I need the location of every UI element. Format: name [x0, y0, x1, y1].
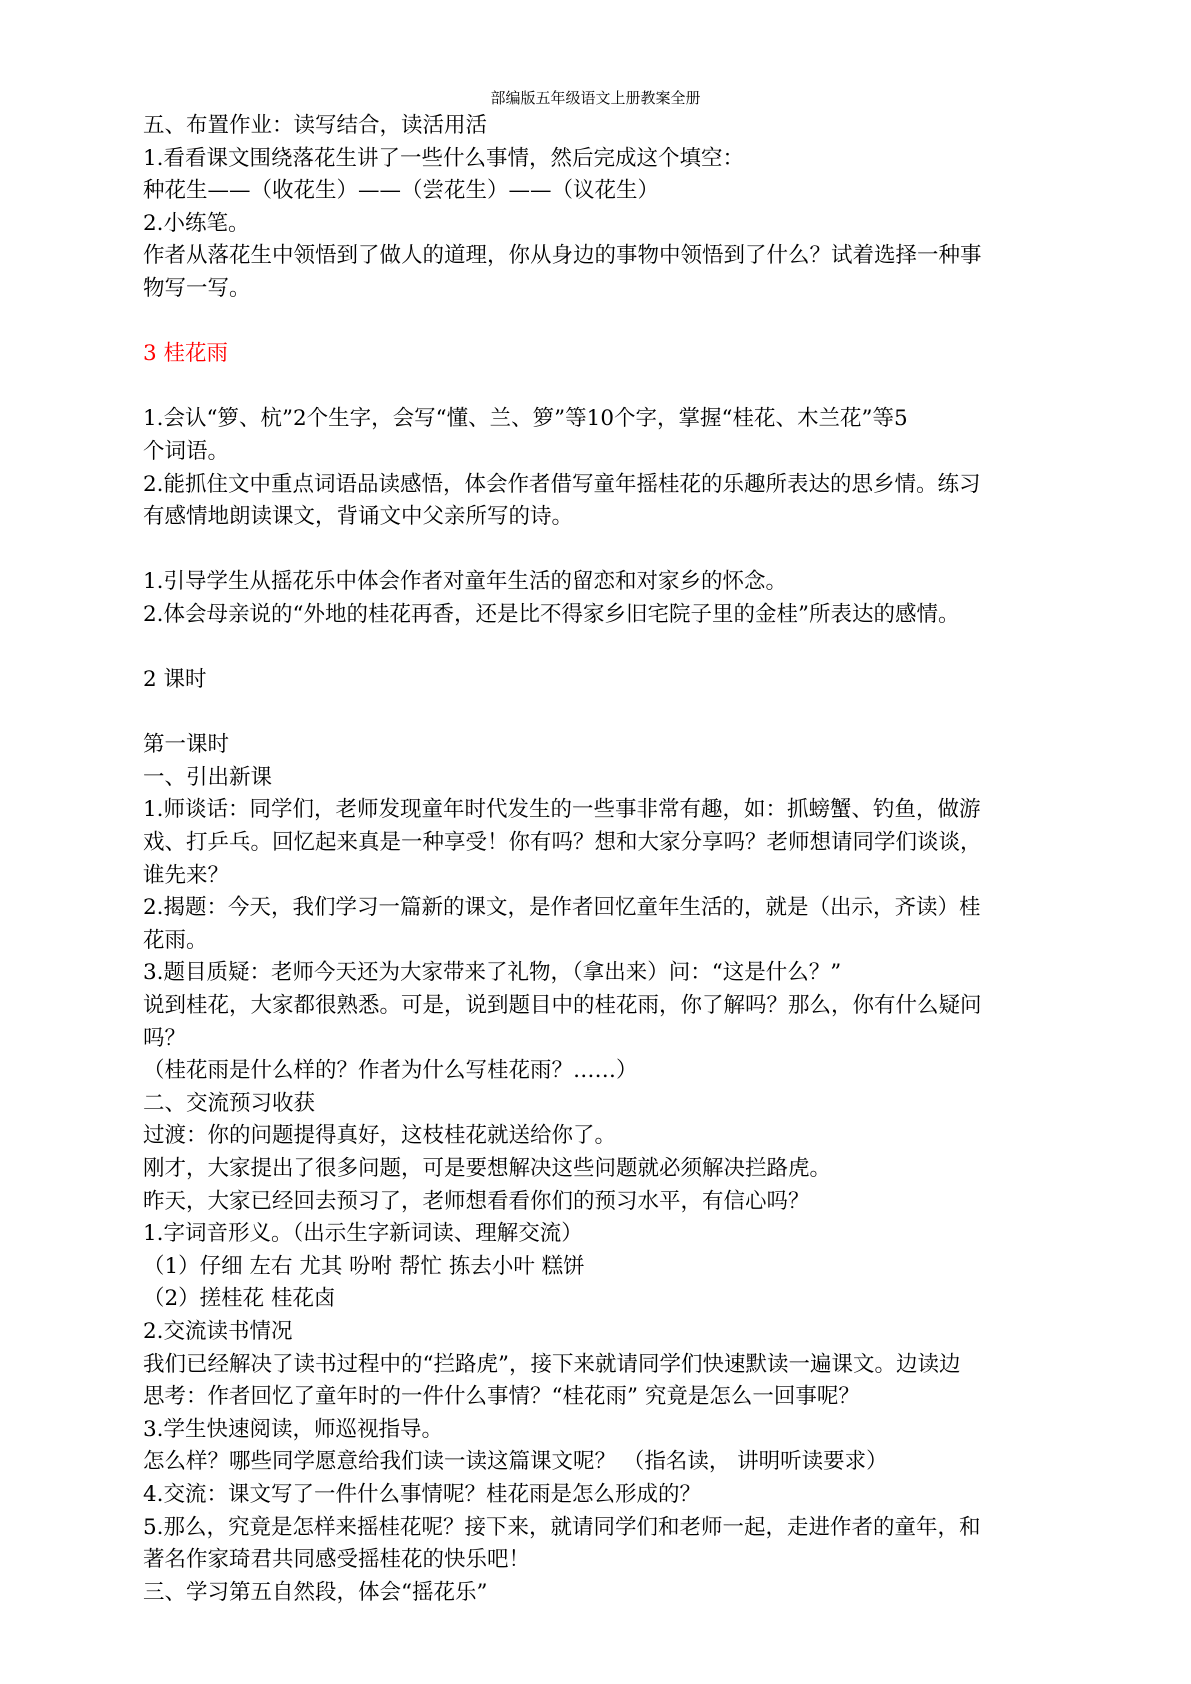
text-line: 个词语。	[143, 438, 230, 464]
text-line: 物写一写。	[143, 275, 251, 301]
document-body	[143, 110, 1083, 1609]
blank-line	[143, 306, 1083, 339]
text-line: 3.学生快速阅读，师巡视指导。	[143, 1416, 444, 1442]
blank-line	[143, 371, 1083, 404]
text-line: （2）搓桂花 桂花卤	[143, 1286, 336, 1312]
text-line: 我们已经解决了读书过程中的“拦路虎”，接下来就请同学们快速默读一遍课文。边读边	[143, 1351, 961, 1377]
text-line: 1.会认“箩、杭”2个生字，会写“懂、兰、箩”等10个字，掌握“桂花、木兰花”等5	[143, 406, 908, 432]
text-line: 1.看看课文围绕落花生讲了一些什么事情，然后完成这个填空：	[143, 145, 745, 171]
page-header: 部编版五年级语文上册教案全册	[490, 89, 701, 107]
text-line: 2.揭题：今天，我们学习一篇新的课文，是作者回忆童年生活的，就是（出示，齐读）桂	[143, 895, 981, 921]
text-line: 5.那么，究竟是怎样来摇桂花呢？接下来，就请同学们和老师一起，走进作者的童年，和	[143, 1514, 981, 1540]
text-line: 刚才，大家提出了很多问题，可是要想解决这些问题就必须解决拦路虎。	[143, 1156, 832, 1181]
text-line: 五、布置作业：读写结合，读活用活	[143, 113, 488, 138]
text-line: 著名作家琦君共同感受摇桂花的快乐吧！	[143, 1547, 531, 1573]
text-line: 2.小练笔。	[143, 210, 250, 236]
blank-line	[143, 697, 1083, 730]
text-line: 二、交流预习收获	[143, 1090, 316, 1116]
text-line: 怎么样？哪些同学愿意给我们读一读这篇课文呢？ （指名读， 讲明听读要求）	[143, 1449, 888, 1475]
text-line: 2 课时	[143, 667, 207, 693]
text-line: （1）仔细 左右 尤其 吩咐 帮忙 拣去小叶 糕饼	[143, 1253, 585, 1279]
text-line: 三、学习第五自然段，体会“摇花乐”	[143, 1579, 488, 1605]
text-line: 2.体会母亲说的“外地的桂花再香，还是比不得家乡旧宅院子里的金桂”所表达的感情。	[143, 601, 960, 627]
text-line: 吗？	[143, 1025, 187, 1051]
text-line: 1.引导学生从摇花乐中体会作者对童年生活的留恋和对家乡的怀念。	[143, 569, 788, 595]
text-line: 昨天，大家已经回去预习了，老师想看看你们的预习水平，有信心吗？	[143, 1188, 810, 1214]
text-line: 4.交流：课文写了一件什么事情呢？桂花雨是怎么形成的？	[143, 1481, 702, 1507]
text-line: 3.题目质疑：老师今天还为大家带来了礼物，（拿出来）问：“这是什么？”	[143, 960, 842, 986]
text-line: 2.能抓住文中重点词语品读感悟，体会作者借写童年摇桂花的乐趣所表达的思乡情。练习	[143, 471, 981, 497]
lesson-title: 3 桂花雨	[143, 341, 229, 367]
text-line: 说到桂花，大家都很熟悉。可是，说到题目中的桂花雨，你了解吗？那么，你有什么疑问	[143, 993, 982, 1019]
blank-line	[143, 632, 1083, 665]
text-line: 有感情地朗读课文，背诵文中父亲所写的诗。	[143, 504, 574, 530]
text-line: 1.师谈话：同学们，老师发现童年时代发生的一些事非常有趣，如：抓螃蟹、钓鱼，做游	[143, 797, 981, 823]
text-line: 1.字词音形义。（出示生字新词读、理解交流）	[143, 1221, 583, 1247]
blank-line	[143, 534, 1083, 567]
text-line: 2.交流读书情况	[143, 1318, 293, 1344]
text-line: 第一课时	[143, 732, 230, 758]
text-line: 过渡：你的问题提得真好，这枝桂花就送给你了。	[143, 1123, 617, 1149]
text-line: 作者从落花生中领悟到了做人的道理，你从身边的事物中领悟到了什么？试着选择一种事	[143, 243, 982, 269]
text-line: 戏、打乒乓。回忆起来真是一种享受！你有吗？想和大家分享吗？老师想请同学们谈谈，	[143, 830, 982, 856]
text-line: 一、引出新课	[143, 764, 273, 790]
text-line: 谁先来？	[143, 862, 230, 888]
text-line: （桂花雨是什么样的？作者为什么写桂花雨？……）	[143, 1058, 638, 1084]
text-line: 思考：作者回忆了童年时的一件什么事情？“桂花雨” 究竟是怎么一回事呢？	[143, 1384, 860, 1410]
text-line: 花雨。	[143, 927, 208, 953]
text-line: 种花生——（收花生）——（尝花生）——（议花生）	[143, 178, 660, 204]
